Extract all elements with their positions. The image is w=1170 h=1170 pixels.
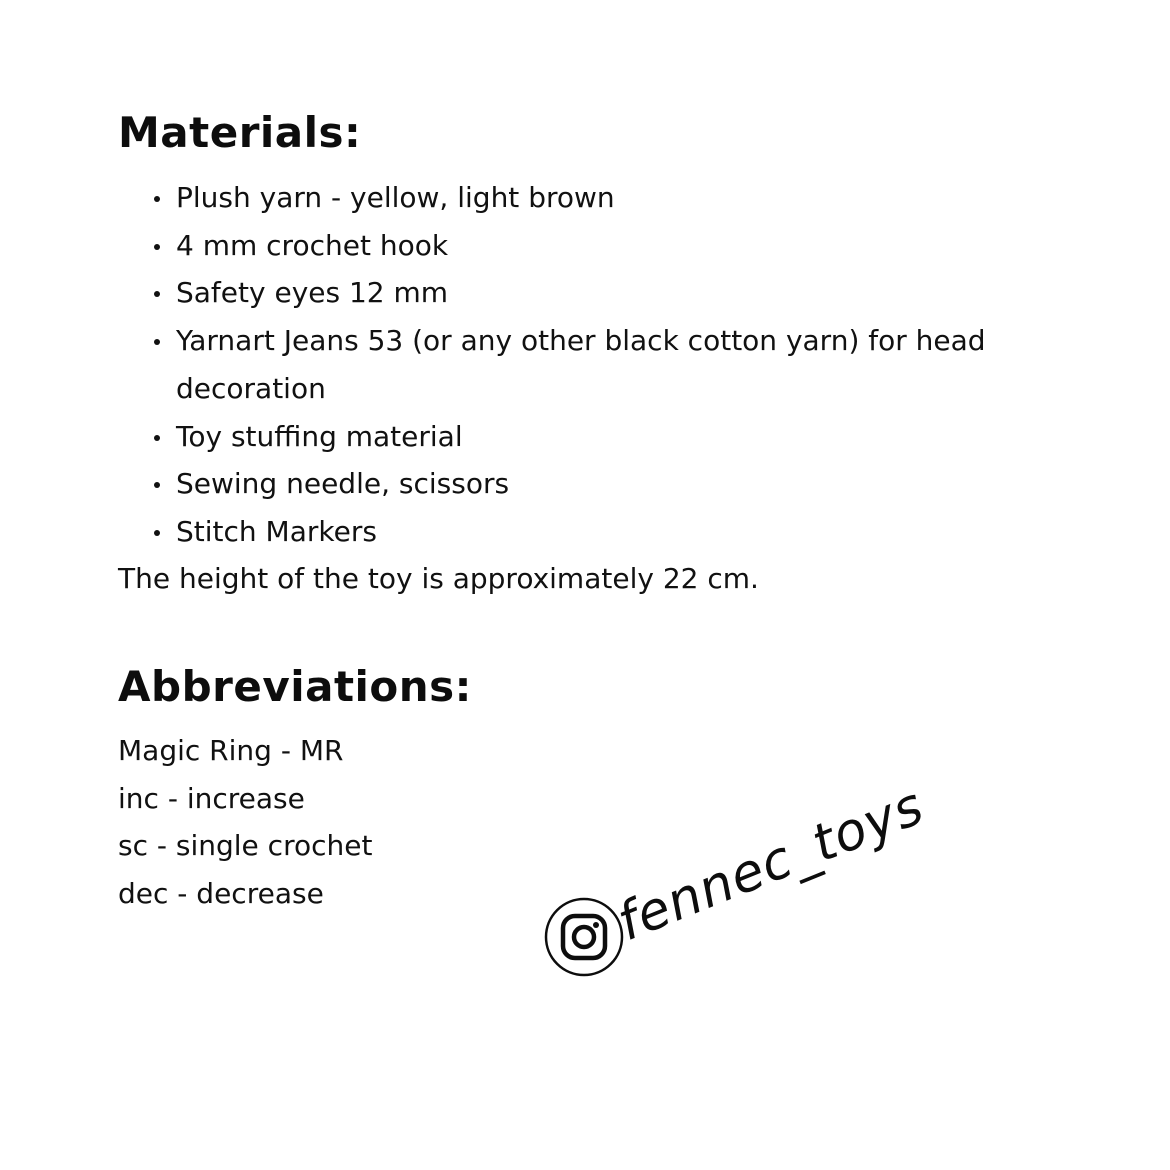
abbreviation-item: inc - increase — [118, 781, 305, 815]
list-item: 4 mm crochet hook — [150, 222, 1070, 270]
abbreviations-list — [118, 727, 372, 918]
instagram-watermark — [540, 765, 980, 985]
list-item: Sewing needle, scissors — [150, 460, 1070, 508]
materials-list — [150, 174, 1070, 556]
instagram-handle: fennec_toys — [609, 776, 933, 953]
abbreviation-item: sc - single crochet — [118, 829, 373, 863]
abbreviations-heading: Abbreviations: — [118, 662, 472, 711]
toy-height-note: The height of the toy is approximately 22 cm. — [118, 562, 759, 595]
materials-heading: Materials: — [118, 108, 362, 157]
list-item: Toy stuffing material — [150, 413, 1070, 461]
abbreviation-item: Magic Ring - MR — [118, 734, 344, 767]
instagram-icon — [544, 897, 624, 977]
list-item: Plush yarn - yellow, light brown — [150, 174, 1070, 222]
list-item: Stitch Markers — [150, 508, 1070, 556]
list-item: Yarnart Jeans 53 (or any other black cotton yarn) for head decoration — [150, 317, 1070, 412]
list-item: Safety eyes 12 mm — [150, 269, 1070, 317]
abbreviation-item: dec - decrease — [118, 877, 324, 911]
